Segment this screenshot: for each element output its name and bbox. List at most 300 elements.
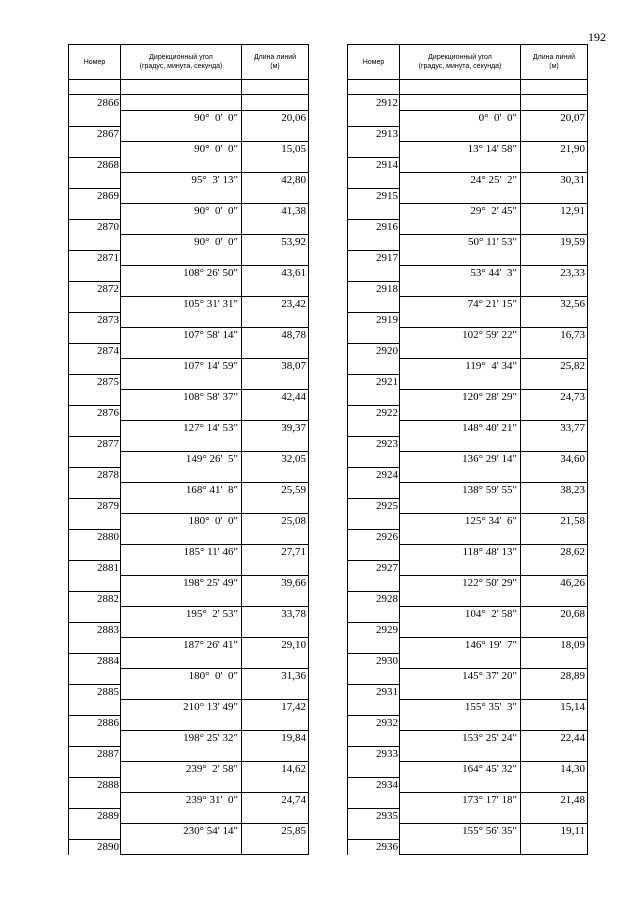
direction-angle: 125° 34' 6" [400, 514, 521, 530]
table-row [69, 777, 309, 793]
empty-cell [69, 638, 121, 654]
table-row [348, 405, 588, 421]
line-length: 28,62 [521, 545, 588, 561]
direction-angle: 95° 3' 13" [121, 173, 242, 189]
point-number: 2876 [69, 405, 121, 421]
empty-cell [242, 591, 309, 607]
point-number: 2869 [69, 188, 121, 204]
empty-cell [400, 715, 521, 731]
empty-cell [242, 281, 309, 297]
direction-angle: 90° 0' 0" [121, 235, 242, 251]
point-number: 2927 [348, 560, 400, 576]
point-number: 2875 [69, 374, 121, 390]
table-row [348, 653, 588, 669]
point-number: 2925 [348, 498, 400, 514]
table-row [69, 731, 309, 747]
table-spacer-row [348, 80, 588, 95]
direction-angle: 107° 14' 59" [121, 359, 242, 375]
header-length: Длина линий (м) [242, 45, 309, 80]
direction-angle: 118° 48' 13" [400, 545, 521, 561]
point-number: 2922 [348, 405, 400, 421]
table-row [69, 793, 309, 809]
direction-angle: 230° 54' 14" [121, 824, 242, 840]
point-number: 2923 [348, 436, 400, 452]
empty-cell [348, 700, 400, 716]
empty-cell [121, 281, 242, 297]
point-number: 2915 [348, 188, 400, 204]
line-length: 19,11 [521, 824, 588, 840]
line-length: 31,36 [242, 669, 309, 685]
point-number: 2877 [69, 436, 121, 452]
line-length: 30,31 [521, 173, 588, 189]
line-length: 14,30 [521, 762, 588, 778]
table-row [348, 173, 588, 189]
point-number: 2932 [348, 715, 400, 731]
table-header-row [348, 45, 588, 80]
direction-angle: 13° 14' 58" [400, 142, 521, 158]
empty-cell [121, 374, 242, 390]
empty-cell [348, 762, 400, 778]
table-row [348, 374, 588, 390]
empty-cell [348, 576, 400, 592]
line-length: 48,78 [242, 328, 309, 344]
empty-cell [242, 777, 309, 793]
point-number: 2885 [69, 684, 121, 700]
table-row [348, 204, 588, 220]
line-length: 25,59 [242, 483, 309, 499]
direction-angle: 239° 31' 0" [121, 793, 242, 809]
table-row [69, 250, 309, 266]
table-row [348, 95, 588, 111]
direction-angle: 102° 59' 22" [400, 328, 521, 344]
point-number: 2889 [69, 808, 121, 824]
empty-cell [521, 157, 588, 173]
table-row [348, 343, 588, 359]
line-length: 38,23 [521, 483, 588, 499]
table-row [69, 173, 309, 189]
table-row [69, 700, 309, 716]
direction-angle: 122° 50' 29" [400, 576, 521, 592]
table-row [348, 142, 588, 158]
table-row [69, 591, 309, 607]
point-number: 2888 [69, 777, 121, 793]
empty-cell [242, 374, 309, 390]
table-row [69, 343, 309, 359]
point-number: 2918 [348, 281, 400, 297]
line-length: 24,73 [521, 390, 588, 406]
line-length: 29,10 [242, 638, 309, 654]
empty-cell [348, 452, 400, 468]
header-length: Длина линий (м) [521, 45, 588, 80]
line-length: 39,66 [242, 576, 309, 592]
table-row [69, 653, 309, 669]
point-number: 2866 [69, 95, 121, 111]
point-number: 2933 [348, 746, 400, 762]
line-length: 12,91 [521, 204, 588, 220]
empty-cell [242, 529, 309, 545]
empty-cell [69, 576, 121, 592]
empty-cell [400, 312, 521, 328]
empty-cell [348, 142, 400, 158]
table-row [69, 529, 309, 545]
empty-cell [348, 669, 400, 685]
table-row [69, 142, 309, 158]
empty-cell [121, 808, 242, 824]
empty-cell [348, 483, 400, 499]
empty-cell [69, 762, 121, 778]
table-row [69, 483, 309, 499]
empty-cell [521, 684, 588, 700]
table-row [348, 281, 588, 297]
table-header-row [69, 45, 309, 80]
table-row [348, 762, 588, 778]
point-number: 2914 [348, 157, 400, 173]
point-number: 2887 [69, 746, 121, 762]
empty-cell [121, 188, 242, 204]
empty-cell [69, 142, 121, 158]
line-length: 21,48 [521, 793, 588, 809]
point-number: 2880 [69, 529, 121, 545]
line-length: 24,74 [242, 793, 309, 809]
empty-cell [400, 467, 521, 483]
empty-cell [521, 250, 588, 266]
empty-cell [400, 219, 521, 235]
header-angle: Дирекционный угол (градус, минута, секунда) [121, 45, 242, 80]
table-row [69, 808, 309, 824]
empty-cell [348, 173, 400, 189]
line-length: 25,08 [242, 514, 309, 530]
table-row [69, 219, 309, 235]
table-row [348, 157, 588, 173]
empty-cell [242, 715, 309, 731]
line-length: 32,05 [242, 452, 309, 468]
empty-cell [69, 390, 121, 406]
page-number: 192 [588, 30, 606, 44]
direction-angle: 138° 59' 55" [400, 483, 521, 499]
point-number: 2881 [69, 560, 121, 576]
empty-cell [348, 607, 400, 623]
table-row [348, 436, 588, 452]
point-number: 2921 [348, 374, 400, 390]
point-number: 2917 [348, 250, 400, 266]
point-number: 2919 [348, 312, 400, 328]
line-length: 25,82 [521, 359, 588, 375]
empty-cell [242, 250, 309, 266]
line-length: 20,06 [242, 111, 309, 127]
empty-cell [400, 529, 521, 545]
line-length: 23,33 [521, 266, 588, 282]
table-row [69, 405, 309, 421]
table-row [348, 545, 588, 561]
table-row [69, 95, 309, 111]
point-number: 2912 [348, 95, 400, 111]
empty-cell [348, 731, 400, 747]
table-row [348, 839, 588, 855]
empty-cell [242, 188, 309, 204]
direction-angle: 24° 25' 2" [400, 173, 521, 189]
point-number: 2872 [69, 281, 121, 297]
direction-angle: 155° 56' 35" [400, 824, 521, 840]
point-number: 2936 [348, 839, 400, 855]
direction-angle: 149° 26' 5" [121, 452, 242, 468]
empty-cell [121, 591, 242, 607]
spacer-cell [121, 80, 242, 95]
line-length: 42,80 [242, 173, 309, 189]
empty-cell [348, 421, 400, 437]
spacer-cell [348, 80, 400, 95]
empty-cell [69, 607, 121, 623]
direction-angle: 74° 21' 15" [400, 297, 521, 313]
table-row [69, 328, 309, 344]
direction-angle: 108° 58' 37" [121, 390, 242, 406]
table-row [69, 684, 309, 700]
empty-cell [121, 343, 242, 359]
point-number: 2934 [348, 777, 400, 793]
table-row [69, 157, 309, 173]
empty-cell [521, 467, 588, 483]
table-row [348, 328, 588, 344]
empty-cell [69, 173, 121, 189]
empty-cell [521, 808, 588, 824]
empty-cell [521, 529, 588, 545]
empty-cell [121, 622, 242, 638]
point-number: 2874 [69, 343, 121, 359]
empty-cell [242, 126, 309, 142]
direction-angle: 0° 0' 0" [400, 111, 521, 127]
header-number: Номер [348, 45, 400, 80]
table-row [69, 545, 309, 561]
empty-cell [400, 808, 521, 824]
empty-cell [521, 622, 588, 638]
direction-angle: 210° 13' 49" [121, 700, 242, 716]
table-row [348, 777, 588, 793]
line-length: 21,90 [521, 142, 588, 158]
empty-cell [121, 653, 242, 669]
table-row [69, 467, 309, 483]
empty-cell [121, 777, 242, 793]
point-number: 2870 [69, 219, 121, 235]
empty-cell [242, 684, 309, 700]
direction-angle: 105° 31' 31" [121, 297, 242, 313]
empty-cell [521, 374, 588, 390]
direction-angle: 180° 0' 0" [121, 669, 242, 685]
table-row [348, 669, 588, 685]
empty-cell [242, 312, 309, 328]
empty-cell [521, 281, 588, 297]
empty-cell [348, 235, 400, 251]
coordinates-table-left [68, 44, 309, 855]
empty-cell [521, 343, 588, 359]
empty-cell [242, 405, 309, 421]
table-row [69, 111, 309, 127]
direction-angle: 119° 4' 34" [400, 359, 521, 375]
point-number: 2920 [348, 343, 400, 359]
line-length: 34,60 [521, 452, 588, 468]
empty-cell [69, 328, 121, 344]
point-number: 2929 [348, 622, 400, 638]
direction-angle: 198° 25' 32" [121, 731, 242, 747]
line-length: 28,89 [521, 669, 588, 685]
empty-cell [69, 669, 121, 685]
direction-angle: 104° 2' 58" [400, 607, 521, 623]
empty-cell [242, 622, 309, 638]
direction-angle: 90° 0' 0" [121, 142, 242, 158]
line-length: 32,56 [521, 297, 588, 313]
empty-cell [121, 219, 242, 235]
point-number: 2886 [69, 715, 121, 731]
line-length: 23,42 [242, 297, 309, 313]
empty-cell [521, 405, 588, 421]
empty-cell [348, 204, 400, 220]
table-row [69, 839, 309, 855]
point-number: 2879 [69, 498, 121, 514]
empty-cell [400, 405, 521, 421]
empty-cell [400, 250, 521, 266]
table-row [348, 452, 588, 468]
table-row [348, 250, 588, 266]
empty-cell [400, 95, 521, 111]
line-length: 15,14 [521, 700, 588, 716]
empty-cell [400, 684, 521, 700]
table-row [348, 312, 588, 328]
table-row [348, 483, 588, 499]
table-row [69, 622, 309, 638]
line-length: 42,44 [242, 390, 309, 406]
table-row [69, 436, 309, 452]
point-number: 2916 [348, 219, 400, 235]
direction-angle: 153° 25' 24" [400, 731, 521, 747]
table-row [69, 452, 309, 468]
empty-cell [348, 793, 400, 809]
empty-cell [400, 653, 521, 669]
table-row [348, 591, 588, 607]
direction-angle: 90° 0' 0" [121, 111, 242, 127]
table-row [348, 359, 588, 375]
table-row [348, 235, 588, 251]
table-row [348, 390, 588, 406]
table-row [348, 715, 588, 731]
table-row [69, 126, 309, 142]
empty-cell [121, 157, 242, 173]
point-number: 2931 [348, 684, 400, 700]
table-row [69, 746, 309, 762]
table-row [348, 746, 588, 762]
empty-cell [242, 839, 309, 855]
empty-cell [521, 219, 588, 235]
table-row [348, 111, 588, 127]
empty-cell [242, 560, 309, 576]
table-row [348, 529, 588, 545]
direction-angle: 180° 0' 0" [121, 514, 242, 530]
point-number: 2913 [348, 126, 400, 142]
point-number: 2868 [69, 157, 121, 173]
direction-angle: 136° 29' 14" [400, 452, 521, 468]
line-length: 33,77 [521, 421, 588, 437]
empty-cell [521, 777, 588, 793]
point-number: 2873 [69, 312, 121, 328]
table-row [69, 762, 309, 778]
empty-cell [121, 715, 242, 731]
empty-cell [121, 746, 242, 762]
direction-angle: 127° 14' 53" [121, 421, 242, 437]
empty-cell [521, 95, 588, 111]
empty-cell [121, 529, 242, 545]
empty-cell [521, 715, 588, 731]
empty-cell [400, 839, 521, 855]
direction-angle: 148° 40' 21" [400, 421, 521, 437]
line-length: 38,07 [242, 359, 309, 375]
point-number: 2924 [348, 467, 400, 483]
empty-cell [121, 126, 242, 142]
empty-cell [521, 591, 588, 607]
direction-angle: 53° 44' 3" [400, 266, 521, 282]
direction-angle: 120° 28' 29" [400, 390, 521, 406]
empty-cell [69, 297, 121, 313]
table-row [69, 498, 309, 514]
table-row [348, 297, 588, 313]
table-row [69, 281, 309, 297]
empty-cell [348, 514, 400, 530]
table-row [348, 808, 588, 824]
line-length: 25,85 [242, 824, 309, 840]
table-row [348, 126, 588, 142]
direction-angle: 195° 2' 53" [121, 607, 242, 623]
table-row [348, 638, 588, 654]
table-row [69, 715, 309, 731]
empty-cell [121, 467, 242, 483]
direction-angle: 90° 0' 0" [121, 204, 242, 220]
empty-cell [400, 777, 521, 793]
point-number: 2935 [348, 808, 400, 824]
empty-cell [121, 684, 242, 700]
coordinates-table-right [347, 44, 588, 855]
empty-cell [521, 312, 588, 328]
empty-cell [69, 483, 121, 499]
point-number: 2878 [69, 467, 121, 483]
direction-angle: 155° 35' 3" [400, 700, 521, 716]
empty-cell [521, 126, 588, 142]
line-length: 22,44 [521, 731, 588, 747]
empty-cell [121, 560, 242, 576]
empty-cell [242, 498, 309, 514]
line-length: 46,26 [521, 576, 588, 592]
empty-cell [400, 374, 521, 390]
line-length: 41,38 [242, 204, 309, 220]
table-row [348, 514, 588, 530]
empty-cell [242, 157, 309, 173]
table-row [69, 824, 309, 840]
table-row [69, 374, 309, 390]
line-length: 39,37 [242, 421, 309, 437]
empty-cell [348, 390, 400, 406]
table-row [348, 793, 588, 809]
table-row [69, 669, 309, 685]
table-row [348, 700, 588, 716]
table-spacer-row [69, 80, 309, 95]
direction-angle: 185° 11' 46" [121, 545, 242, 561]
point-number: 2882 [69, 591, 121, 607]
empty-cell [69, 793, 121, 809]
table-row [348, 684, 588, 700]
empty-cell [69, 204, 121, 220]
line-length: 53,92 [242, 235, 309, 251]
line-length: 14,62 [242, 762, 309, 778]
empty-cell [521, 746, 588, 762]
table-row [69, 638, 309, 654]
table-row [348, 421, 588, 437]
empty-cell [69, 235, 121, 251]
direction-angle: 239° 2' 58" [121, 762, 242, 778]
